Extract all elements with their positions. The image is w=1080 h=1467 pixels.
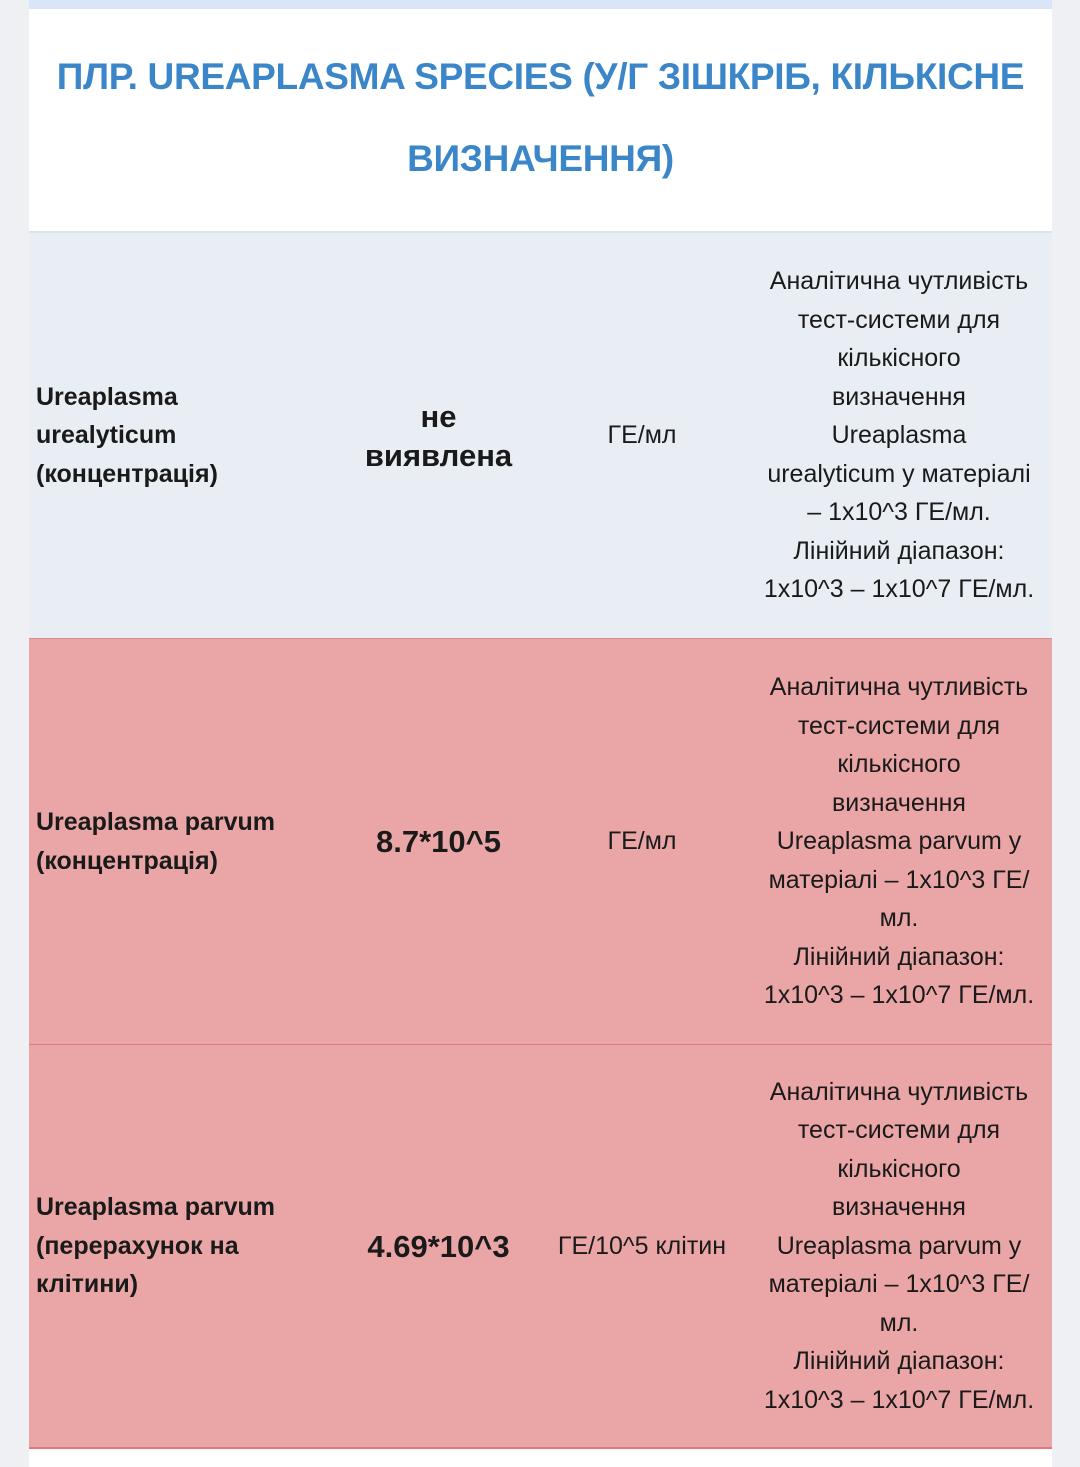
results-card <box>29 0 1052 1467</box>
table-row-ureaplasma-parvum-concentration <box>29 639 1052 1045</box>
table-row-ureaplasma-parvum-per-cells <box>29 1045 1052 1449</box>
analyte-name: Ureaplasma urealyticum (концентрація) <box>36 382 218 488</box>
reference-note: Аналітична чутливість тест-системи для кількісного визначення Ureaplasma urealyticum у матеріалі – 1х10^3 ГЕ/мл. Лінійний діапазон: 1х10^3 – 1х10^7 ГЕ/мл. <box>763 267 1035 604</box>
result-value: 4.69*10^3 <box>367 1228 510 1264</box>
top-strip <box>29 0 1052 9</box>
result-unit: ГЕ/мл <box>607 827 677 856</box>
result-value: не виявлена <box>364 398 513 473</box>
reference-note: Аналітична чутливість тест-системи для кількісного визначення Ureaplasma parvum у матеріалі – 1х10^3 ГЕ/ мл. Лінійний діапазон: 1х10^3 – 1х10^7 ГЕ/мл. <box>763 1077 1035 1414</box>
result-unit: ГЕ/10^5 клітин <box>557 1231 727 1260</box>
results-table <box>29 231 1052 1449</box>
result-value: 8.7*10^5 <box>376 824 501 859</box>
analyte-name: Ureaplasma parvum (концентрація) <box>36 808 276 875</box>
result-unit: ГЕ/мл <box>607 421 677 450</box>
section-title: ПЛР. UREAPLASMA SPECIES (У/Г ЗІШКРІБ, КІЛЬКІСНЕ ВИЗНАЧЕННЯ) <box>56 56 1025 179</box>
reference-note: Аналітична чутливість тест-системи для кількісного визначення Ureaplasma parvum у матеріалі – 1х10^3 ГЕ/ мл. Лінійний діапазон: 1х10^3 – 1х10^7 ГЕ/мл. <box>763 673 1035 1010</box>
analyte-name: Ureaplasma parvum (перерахунок на клітини) <box>36 1193 276 1299</box>
table-row-ureaplasma-urealyticum <box>29 233 1052 639</box>
